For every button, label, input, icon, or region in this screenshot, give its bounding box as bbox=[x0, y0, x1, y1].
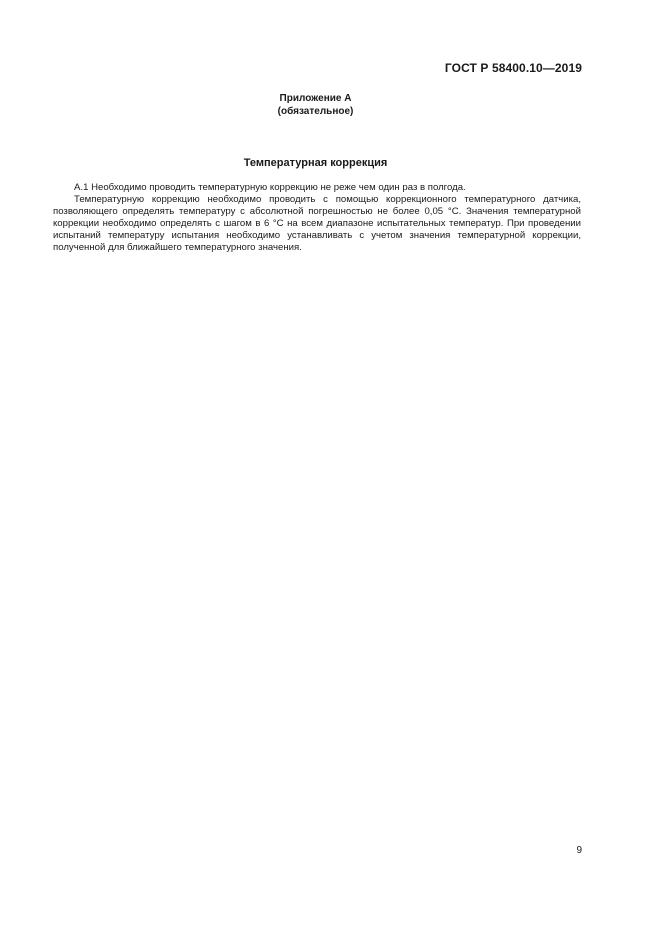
paragraph: А.1 Необходимо проводить температурную коррекцию не реже чем один раз в полгода. bbox=[74, 182, 466, 193]
appendix-title: Приложение А bbox=[279, 93, 352, 104]
appendix-heading bbox=[0, 92, 631, 118]
section-title: Температурная коррекция bbox=[243, 157, 388, 169]
document-code: ГОСТ Р 58400.10—2019 bbox=[444, 61, 582, 75]
body-text bbox=[53, 182, 581, 254]
page-number: 9 bbox=[576, 845, 582, 856]
appendix-status: (обязательное) bbox=[277, 106, 354, 117]
paragraph: Температурную коррекцию необходимо проводить с помощью коррекционного температурного датчика, позволяющего определять температуру с абсолютной погрешностью не более 0,05 °С. Значения температурной коррекции необходимо определять с шагом в 6 °С на всем диапазоне испытательных температур. При проведении испытаний температуру испытания необходимо устанавливать с учетом значения температурной коррекции, полученной для ближайшего температурного значения. bbox=[53, 194, 581, 253]
